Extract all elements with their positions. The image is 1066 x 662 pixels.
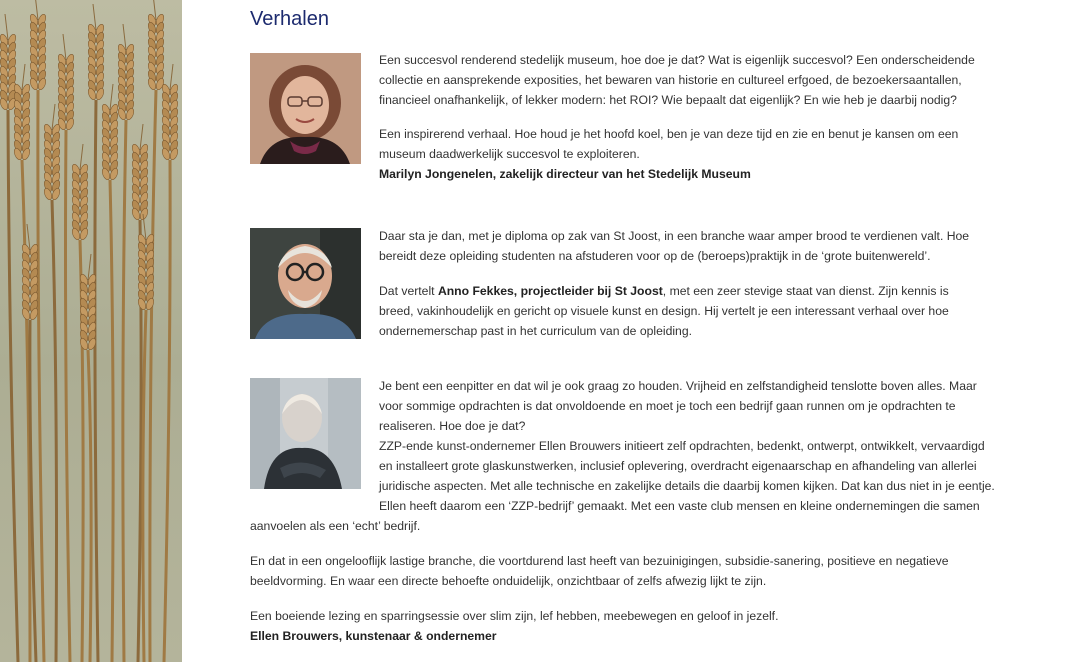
story-3-paragraph-2: ZZP-ende kunst-ondernemer Ellen Brouwers initieert zelf opdrachten, bedenkt, ontwerpt, ontwikkelt, vervaardigd en installeert grote glaskunstwerken, inclusief oplevering, overdracht eigenaarschap en afhandeling van allerlei juridische aspecten. Met alle technische en zakelijke details die daarbij komen kijken. Dat kan dus niet in je eentje. Ellen heeft daarom een ‘ZZP-bedrijf’ gemaakt. Met een vaste club mensen en kleine ondernemingen die samen (379, 439, 995, 513)
sidebar-wheat-image (0, 0, 182, 662)
story-2-speaker-name: Anno Fekkes, projectleider bij St Joost (437, 284, 663, 298)
story-2-photo (250, 228, 361, 339)
story-1-text (379, 50, 979, 184)
wheat-stalks-icon (0, 0, 182, 662)
story-1-photo (250, 53, 361, 164)
story-2-suffix: , met een zeer stevige staat van dienst. Zijn kennis is breed, vakinhoudelijk en gericht op visuele kunst en design. Hij vertelt je een interessant verhaal over hoe ondernemerschap past in het curriculum van de opleiding. (379, 284, 949, 338)
portrait-man-icon (250, 228, 361, 339)
story-2-text (379, 226, 979, 341)
story-3-text (379, 376, 995, 516)
story-3-text-continued (250, 516, 995, 646)
portrait-woman-bw-icon (250, 378, 361, 489)
portrait-woman-icon (250, 53, 361, 164)
story-2-paragraph-2 (379, 281, 979, 341)
story-3-paragraph-5: Een boeiende lezing en sparringsessie over slim zijn, lef hebben, meebewegen en geloof in jezelf. (250, 609, 779, 623)
story-3-signature: Ellen Brouwers, kunstenaar & ondernemer (250, 629, 497, 643)
story-3-paragraph-4: En dat in een ongelooflijk lastige branche, die voortdurend last heeft van bezuinigingen, subsidie-sanering, positieve en negatieve beeldvorming. En waar een directe behoefte onduidelijk, onzichtbaar of zelfs afwezig lijkt te zijn. (250, 554, 949, 588)
story-1-paragraph-1: Een succesvol renderend stedelijk museum, hoe doe je dat? Wat is eigenlijk succesvol? Een onderscheidende collectie en aansprekende exposities, het bewaren van historie en cultureel erfgoed, de bezoekersaantallen, financieel onafhankelijk, of lekker modern: het ROI? Wie bepaalt dat eigenlijk? En wie heb je daarbij nodig? (379, 53, 975, 107)
story-2-paragraph-1: Daar sta je dan, met je diploma op zak van St Joost, in een branche waar amper brood te verdienen valt. Hoe bereidt deze opleiding studenten na afstuderen voor op de (beroeps)praktijk in de ‘grote buitenwereld’. (379, 229, 970, 263)
story-2-prefix: Dat vertelt (379, 284, 438, 298)
story-1-signature: Marilyn Jongenelen, zakelijk directeur van het Stedelijk Museum (379, 167, 751, 181)
story-3-photo (250, 378, 361, 489)
story-3-paragraph-3: aanvoelen als een ‘echt’ bedrijf. (250, 519, 421, 533)
story-3-paragraph-1: Je bent een eenpitter en dat wil je ook graag zo houden. Vrijheid en zelfstandigheid tenslotte boven alles. Maar voor sommige opdrachten is dat onvoldoende en moet je toch een bedrijf gaan runnen om je opdrachten te realiseren. Hoe doe je dat? (379, 379, 977, 433)
page-title: Verhalen (250, 8, 329, 30)
story-1-paragraph-2: Een inspirerend verhaal. Hoe houd je het hoofd koel, ben je van deze tijd en zie en benut je kansen om een museum daadwerkelijk succesvol te exploiteren. (379, 127, 959, 161)
